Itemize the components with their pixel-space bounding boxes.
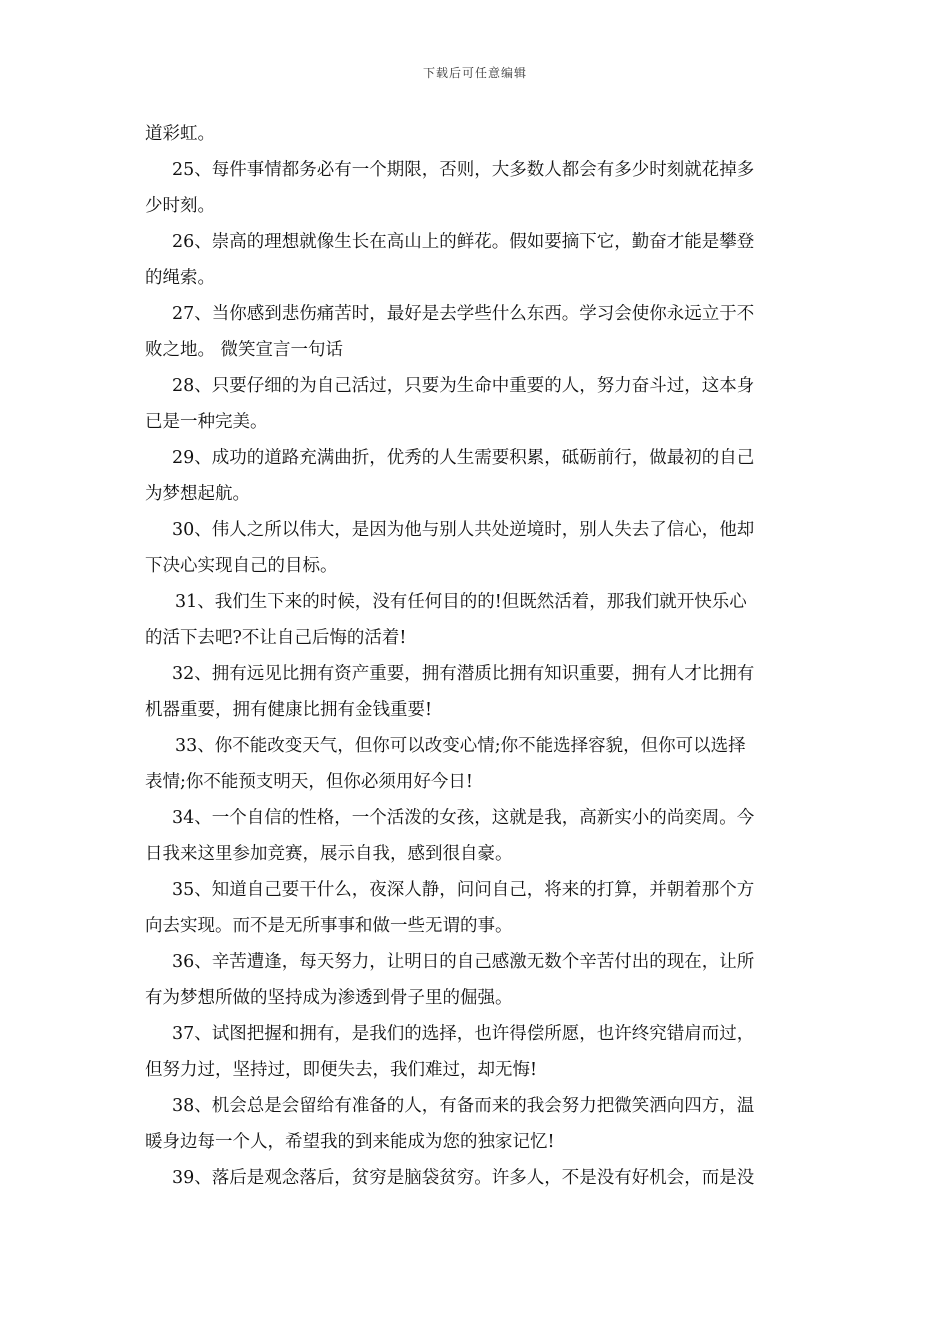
text-line: 28、只要仔细的为自己活过，只要为生命中重要的人，努力奋斗过，这本身: [172, 376, 755, 396]
text-line: 为梦想起航。: [145, 484, 250, 504]
text-line: 37、试图把握和拥有，是我们的选择，也许得偿所愿，也许终究错肩而过，: [172, 1024, 755, 1044]
text-line: 35、知道自己要干什么，夜深人静，问问自己，将来的打算，并朝着那个方: [172, 880, 755, 900]
text-line: 26、崇高的理想就像生长在高山上的鲜花。假如要摘下它，勤奋才能是攀登: [172, 232, 755, 252]
text-line: 30、伟人之所以伟大，是因为他与别人共处逆境时，别人失去了信心，他却: [172, 520, 755, 540]
document-body: [145, 116, 807, 1196]
text-line: 34、一个自信的性格，一个活泼的女孩，这就是我，高新实小的尚奕周。今: [172, 808, 755, 828]
text-line: 表情;你不能预支明天，但你必须用好今日!: [145, 772, 473, 792]
text-line: 有为梦想所做的坚持成为渗透到骨子里的倔强。: [145, 988, 513, 1008]
text-line: 39、落后是观念落后，贫穷是脑袋贫穷。许多人，不是没有好机会，而是没: [172, 1168, 755, 1188]
text-line: 29、成功的道路充满曲折，优秀的人生需要积累，砥砺前行，做最初的自己: [172, 448, 755, 468]
text-line: 向去实现。而不是无所事事和做一些无谓的事。: [145, 916, 513, 936]
text-line: 27、当你感到悲伤痛苦时，最好是去学些什么东西。学习会使你永远立于不: [172, 304, 755, 324]
text-line: 机器重要，拥有健康比拥有金钱重要!: [145, 700, 433, 720]
text-line: 但努力过，坚持过，即便失去，我们难过，却无悔!: [145, 1060, 538, 1080]
text-line: 的活下去吧?不让自己后悔的活着!: [145, 628, 407, 648]
text-line: 31、我们生下来的时候，没有任何目的的!但既然活着，那我们就开快乐心: [175, 592, 747, 612]
text-line: 38、机会总是会留给有准备的人，有备而来的我会努力把微笑洒向四方，温: [172, 1096, 755, 1116]
text-line: 25、每件事情都务必有一个期限，否则，大多数人都会有多少时刻就花掉多: [172, 160, 755, 180]
text-line: 日我来这里参加竞赛，展示自我，感到很自豪。: [145, 844, 513, 864]
text-line: 败之地。 微笑宣言一句话: [145, 340, 344, 360]
text-line: 的绳索。: [145, 268, 215, 288]
text-line: 已是一种完美。: [145, 412, 268, 432]
text-line: 少时刻。: [145, 196, 215, 216]
text-line: 36、辛苦遭逢，每天努力，让明日的自己感激无数个辛苦付出的现在，让所: [172, 952, 755, 972]
text-line: 暖身边每一个人，希望我的到来能成为您的独家记忆!: [145, 1132, 555, 1152]
text-line: 32、拥有远见比拥有资产重要，拥有潜质比拥有知识重要，拥有人才比拥有: [172, 664, 755, 684]
text-line: 下决心实现自己的目标。: [145, 556, 338, 576]
page-header: 下载后可任意编辑: [422, 66, 527, 80]
text-line: 33、你不能改变天气，但你可以改变心情;你不能选择容貌，但你可以选择: [175, 736, 746, 756]
text-line: 道彩虹。: [145, 124, 215, 144]
